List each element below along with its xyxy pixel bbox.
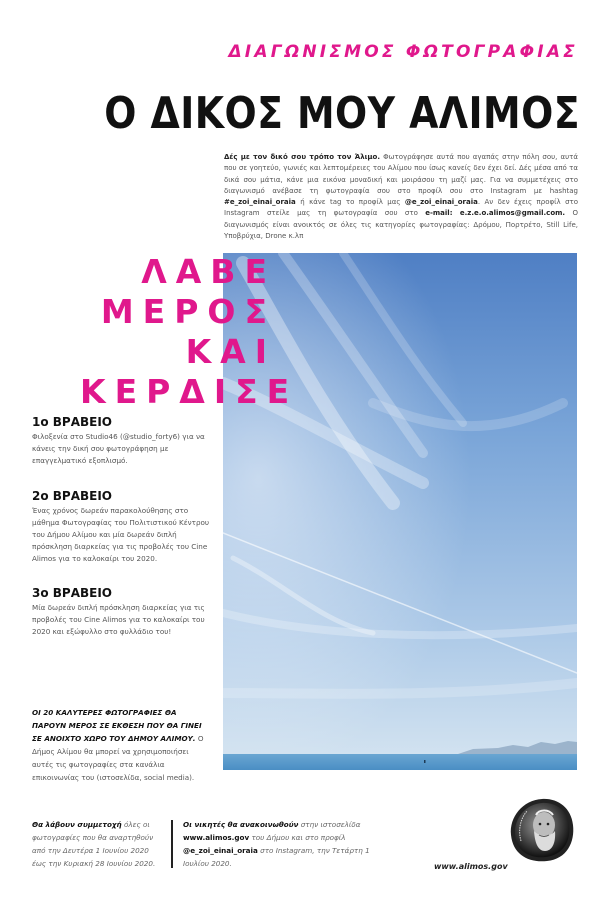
exhibition-bold: ΟΙ 20 ΚΑΛΥΤΕΡΕΣ ΦΩΤΟΓΡΑΦΙΕΣ ΘΑ ΠΑΡΟΥΝ ΜΕΡΟΣ ΣΕ ΕΚΘΕΣΗ ΠΟΥ ΘΑ ΓΙΝΕΙ ΣΕ ΑΝΟΙΧΤΟ ΧΩΡΟ ΤΟΥ ΔΗΜΟΥ ΑΛΙΜΟΥ. xyxy=(32,708,202,743)
photo-graphic xyxy=(223,253,577,770)
intro-paragraph xyxy=(224,152,578,242)
winners-text: του Δήμου και στο προφίλ xyxy=(249,833,346,842)
exhibition-text: Ο Δήμος Αλίμου θα μπορεί να χρησιμοποιήσει αυτές τις φωτογραφίες στα κανάλια επικοινωνίας του (ιστοσελίδα, social media). xyxy=(32,734,204,782)
instagram-handle[interactable]: @e_zoi_einai_oraia xyxy=(404,198,478,207)
footer-divider xyxy=(171,820,173,868)
prize-text: Ένας χρόνος δωρεάν παρακολούθησης στο μάθημα Φωτογραφίας του Πολιτιστικού Κέντρου του Δήμου Αλίμου και μία δωρεάν διπλή πρόσκληση διαρκείας για τις προβολές του Cine Alimos για το καλοκαίρι του 2020. xyxy=(32,506,210,563)
slogan xyxy=(80,252,299,412)
participation-bold: Θα λάβουν συμμετοχή xyxy=(32,820,122,829)
intro-lead: Δές με τον δικό σου τρόπο τον Άλιμο. xyxy=(224,153,381,161)
prize-text: Μία δωρεάν διπλή πρόσκληση διαρκείας για τις προβολές του Cine Alimos για το καλοκαίρι του 2020 και εξώφυλλο στο φυλλάδιο του! xyxy=(32,603,205,636)
coin-icon xyxy=(509,797,575,863)
prize-2 xyxy=(32,489,212,565)
slogan-line: ΚΑΙ xyxy=(185,332,276,371)
winners-text: στο Instagram, την Τετάρτη 1 Ιουλίου 2020. xyxy=(183,846,370,868)
prize-title: 2ο ΒΡΑΒΕΙΟ xyxy=(32,489,113,503)
municipality-coin-logo xyxy=(509,797,575,863)
page-title: Ο ΔΙΚΟΣ ΜΟΥ ΑΛΙΜΟΣ xyxy=(104,88,580,139)
footer-website[interactable]: www.alimos.gov xyxy=(434,862,508,871)
winners-bold: Οι νικητές θα ανακοινωθούν xyxy=(183,820,299,829)
sky-sea-photo xyxy=(223,253,577,770)
prize-1 xyxy=(32,415,212,467)
winners-text: στην ιστοσελίδα xyxy=(298,820,361,829)
slogan-line: ΜΕΡΟΣ xyxy=(100,292,276,331)
intro-text: ή κάνε tag το προφίλ μας xyxy=(295,198,405,207)
winners-note xyxy=(183,818,383,870)
prize-3 xyxy=(32,586,212,638)
participation-text: όλες οι φωτογραφίες που θα αναρτηθούν από την Δευτέρα 1 Ιουνίου 2020 έως την Κυριακή 28 Ιουνίου 2020. xyxy=(32,820,156,868)
prize-text: Φιλοξενία στο Studio46 (@studio_forty6) για να κάνεις την δική σου φωτογράφηση με επαγγελματικό εξοπλισμό. xyxy=(32,432,205,465)
slogan-line: ΛΑΒΕ xyxy=(141,252,276,291)
website-link[interactable]: www.alimos.gov xyxy=(183,833,250,842)
slogan-line: ΚΕΡΔΙΣΕ xyxy=(80,372,299,411)
prize-title: 3ο ΒΡΑΒΕΙΟ xyxy=(32,586,113,600)
prize-title: 1ο ΒΡΑΒΕΙΟ xyxy=(32,415,113,429)
hashtag[interactable]: #e_zoi_einai_oraia xyxy=(224,198,296,207)
contest-subtitle: ΔΙΑΓΩΝΙΣΜΟΣ ΦΩΤΟΓΡΑΦΙΑΣ xyxy=(228,42,578,62)
email-label: e-mail: xyxy=(425,209,453,218)
participation-note xyxy=(32,818,162,870)
email-link[interactable]: e.z.e.o.alimos@gmail.com. xyxy=(459,209,566,218)
intro-text: Φωτογράφησε αυτά που αγαπάς στην πόλη σου, αυτά που σε γοητεύο, γωνιές και λεπτομέρειες του Αλίμου που ίσως κανείς δεν έχει δεί. Δές μέσα από τα δικά σου μάτια, κάνε μια εικόνα μοναδική και μοιράσου τη μαζί μας. Για να συμμετέχεις στο διαγωνισμό ανέβασε τη φωτογραφία σου στο προφίλ σου στο Instagram με hashtag xyxy=(224,153,578,195)
exhibition-note xyxy=(32,706,212,784)
instagram-handle[interactable]: @e_zoi_einai_oraia xyxy=(183,846,258,855)
intro-text: Ο διαγωνισμός είναι ανοικτός σε όλες τις κατηγορίες φωτογραφίας: Δρόμου, Πορτρέτο, Still Life, Υποβρύχια, Drone κ.λπ xyxy=(224,209,578,241)
intro-text: . Αν δεν έχεις προφίλ στο Instagram στείλε μας τη φωτογραφία σου στο xyxy=(224,198,578,218)
